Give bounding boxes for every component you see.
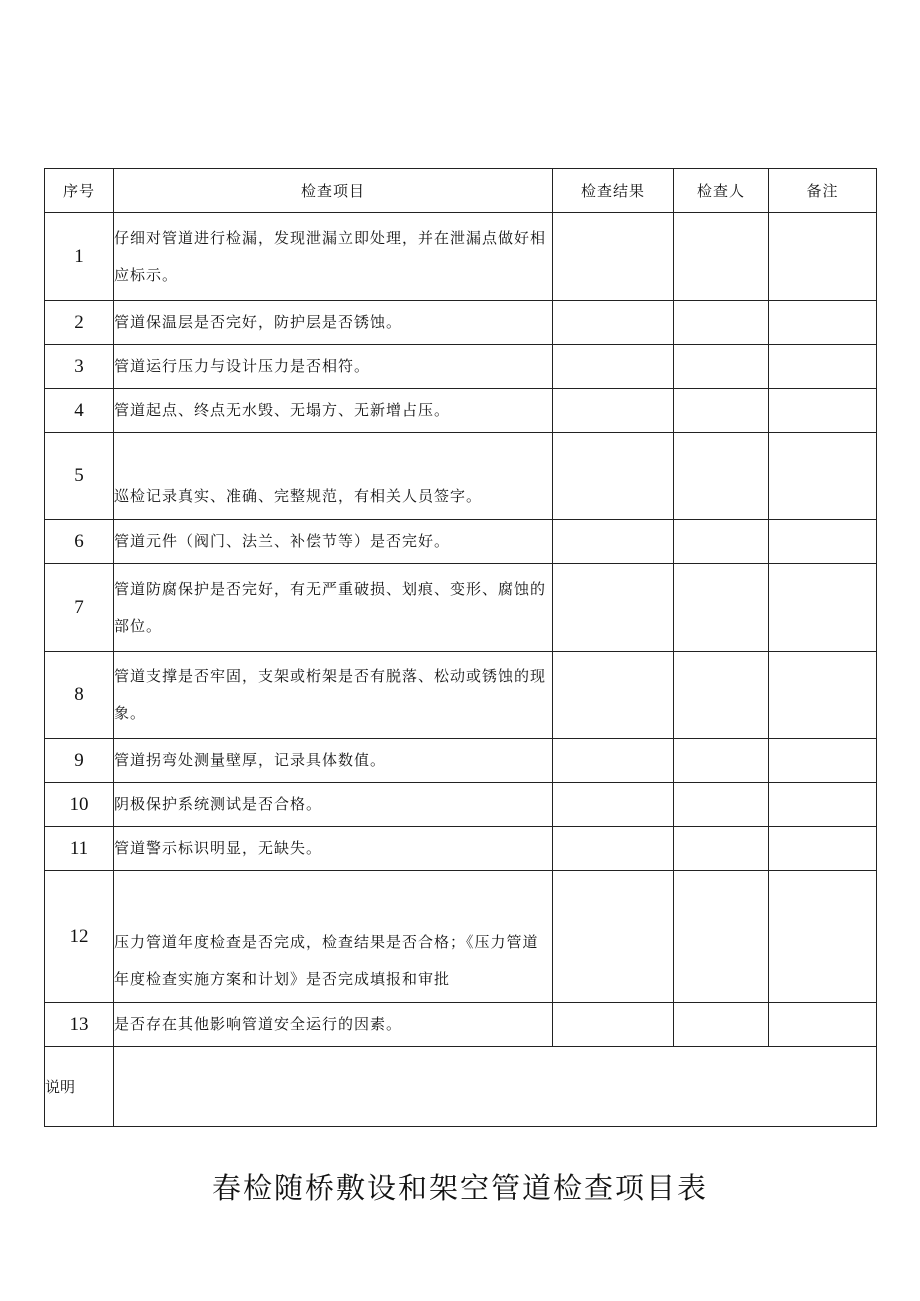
- remark-cell[interactable]: [769, 520, 877, 564]
- row-item: 管道起点、终点无水毁、无塌方、无新增占压。: [114, 389, 553, 433]
- table-row: [45, 739, 877, 783]
- result-cell[interactable]: [553, 1003, 674, 1047]
- row-number: 6: [45, 520, 114, 564]
- inspector-cell[interactable]: [674, 652, 769, 739]
- remark-cell[interactable]: [769, 1003, 877, 1047]
- inspector-cell[interactable]: [674, 827, 769, 871]
- remark-cell[interactable]: [769, 652, 877, 739]
- result-cell[interactable]: [553, 433, 674, 520]
- inspector-cell[interactable]: [674, 345, 769, 389]
- header-row: [45, 169, 877, 213]
- remark-cell[interactable]: [769, 739, 877, 783]
- row-item: 巡检记录真实、准确、完整规范，有相关人员签字。: [114, 433, 553, 520]
- header-no: 序号: [45, 169, 114, 213]
- result-cell[interactable]: [553, 739, 674, 783]
- inspector-cell[interactable]: [674, 213, 769, 301]
- row-number: 13: [45, 1003, 114, 1047]
- inspector-cell[interactable]: [674, 783, 769, 827]
- inspector-cell[interactable]: [674, 433, 769, 520]
- table-row: [45, 301, 877, 345]
- row-number: 5: [45, 433, 114, 520]
- result-cell[interactable]: [553, 827, 674, 871]
- inspector-cell[interactable]: [674, 1003, 769, 1047]
- table-row: [45, 213, 877, 301]
- row-number: 8: [45, 652, 114, 739]
- table-row: [45, 827, 877, 871]
- note-row: [45, 1047, 877, 1127]
- row-number: 1: [45, 213, 114, 301]
- row-number: 3: [45, 345, 114, 389]
- row-item: 管道拐弯处测量壁厚，记录具体数值。: [114, 739, 553, 783]
- header-remark: 备注: [769, 169, 877, 213]
- remark-cell[interactable]: [769, 783, 877, 827]
- row-item: 管道运行压力与设计压力是否相符。: [114, 345, 553, 389]
- row-item: 管道保温层是否完好，防护层是否锈蚀。: [114, 301, 553, 345]
- row-item: 管道警示标识明显，无缺失。: [114, 827, 553, 871]
- row-number: 10: [45, 783, 114, 827]
- result-cell[interactable]: [553, 652, 674, 739]
- row-item: 管道防腐保护是否完好，有无严重破损、划痕、变形、腐蚀的部位。: [114, 564, 553, 652]
- table-row: [45, 871, 877, 1003]
- note-label: 说明: [45, 1047, 114, 1127]
- table-row: [45, 345, 877, 389]
- result-cell[interactable]: [553, 520, 674, 564]
- remark-cell[interactable]: [769, 389, 877, 433]
- header-result: 检查结果: [553, 169, 674, 213]
- table-row: [45, 1003, 877, 1047]
- row-item: 管道元件（阀门、法兰、补偿节等）是否完好。: [114, 520, 553, 564]
- page-title: 春检随桥敷设和架空管道检查项目表: [211, 1171, 708, 1205]
- remark-cell[interactable]: [769, 213, 877, 301]
- note-cell[interactable]: [114, 1047, 877, 1127]
- remark-cell[interactable]: [769, 301, 877, 345]
- remark-cell[interactable]: [769, 345, 877, 389]
- table-row: [45, 783, 877, 827]
- table-row: [45, 652, 877, 739]
- row-number: 7: [45, 564, 114, 652]
- row-item: 压力管道年度检查是否完成，检查结果是否合格；《压力管道年度检查实施方案和计划》是否完成填报和审批: [114, 871, 553, 1003]
- row-item: 是否存在其他影响管道安全运行的因素。: [114, 1003, 553, 1047]
- result-cell[interactable]: [553, 389, 674, 433]
- inspection-table: [44, 168, 877, 1127]
- remark-cell[interactable]: [769, 827, 877, 871]
- result-cell[interactable]: [553, 871, 674, 1003]
- inspector-cell[interactable]: [674, 389, 769, 433]
- inspector-cell[interactable]: [674, 871, 769, 1003]
- inspector-cell[interactable]: [674, 564, 769, 652]
- result-cell[interactable]: [553, 213, 674, 301]
- header-inspector: 检查人: [674, 169, 769, 213]
- result-cell[interactable]: [553, 564, 674, 652]
- remark-cell[interactable]: [769, 433, 877, 520]
- row-item: 仔细对管道进行检漏，发现泄漏立即处理，并在泄漏点做好相应标示。: [114, 213, 553, 301]
- result-cell[interactable]: [553, 345, 674, 389]
- row-item: 阴极保护系统测试是否合格。: [114, 783, 553, 827]
- row-number: 9: [45, 739, 114, 783]
- remark-cell[interactable]: [769, 564, 877, 652]
- row-number: 12: [45, 871, 114, 1003]
- row-number: 4: [45, 389, 114, 433]
- table-row: [45, 389, 877, 433]
- result-cell[interactable]: [553, 783, 674, 827]
- remark-cell[interactable]: [769, 871, 877, 1003]
- row-item: 管道支撑是否牢固，支架或桁架是否有脱落、松动或锈蚀的现象。: [114, 652, 553, 739]
- header-item: 检查项目: [114, 169, 553, 213]
- table-row: [45, 520, 877, 564]
- table-row: [45, 564, 877, 652]
- inspector-cell[interactable]: [674, 520, 769, 564]
- inspector-cell[interactable]: [674, 739, 769, 783]
- result-cell[interactable]: [553, 301, 674, 345]
- inspector-cell[interactable]: [674, 301, 769, 345]
- table-row: [45, 433, 877, 520]
- row-number: 11: [45, 827, 114, 871]
- row-number: 2: [45, 301, 114, 345]
